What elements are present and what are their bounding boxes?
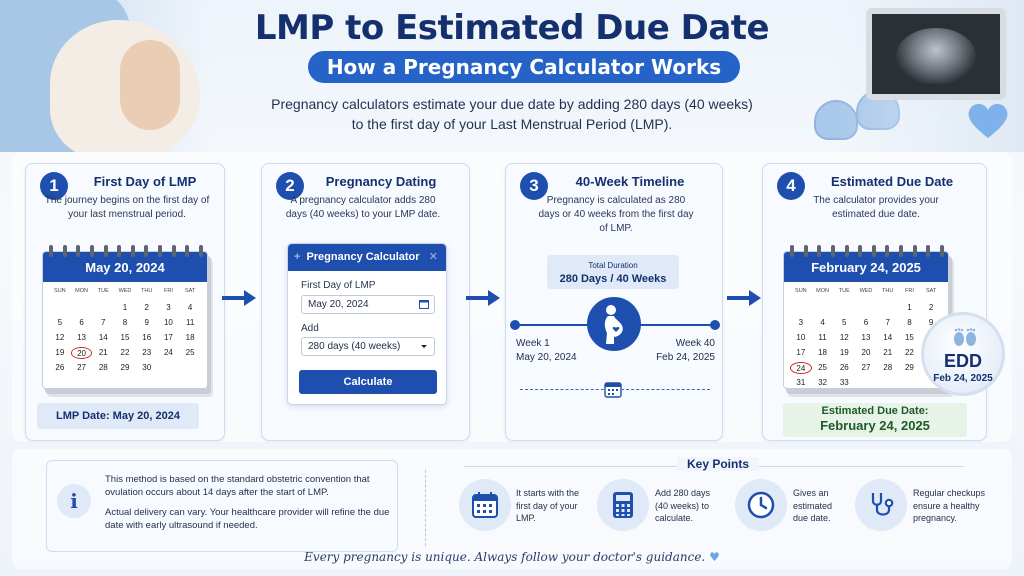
calendar-day: 2 xyxy=(928,303,934,312)
calendar-day: 33 xyxy=(839,378,849,387)
calendar-day: 15 xyxy=(904,333,914,342)
plus-icon: + xyxy=(294,251,301,263)
calendar-day: 22 xyxy=(904,348,914,357)
edd-badge-title: EDD xyxy=(943,351,982,371)
calendar-day: 24 xyxy=(163,348,173,357)
weekday-label: SAT xyxy=(925,288,937,294)
calculator-title-bar xyxy=(288,244,446,271)
calendar-day xyxy=(855,302,877,314)
calendar-day: 21 xyxy=(883,348,893,357)
note-paragraph-1: This method is based on the standard obstetric convention that ovulation occurs about 14 days after the start of LMP. xyxy=(105,474,370,498)
step-number: 2 xyxy=(276,172,304,200)
calculate-button[interactable]: Calculate xyxy=(299,370,437,394)
add-duration-value: 280 days (40 weeks) xyxy=(308,341,401,352)
calendar-day xyxy=(877,302,899,314)
key-point-text: It starts with the first day of your LMP. xyxy=(516,488,580,523)
timeline-end-dot xyxy=(710,320,720,330)
calendar-day: 25 xyxy=(818,363,828,372)
calendar-day: 13 xyxy=(861,333,871,342)
calendar-day: 14 xyxy=(883,333,893,342)
ultrasound-monitor-image xyxy=(834,0,1024,152)
step-description: Pregnancy is calculated as 280 days or 40 weeks from the first day of LMP. xyxy=(538,195,694,234)
chevron-down-icon xyxy=(419,341,429,351)
calendar-day: 3 xyxy=(798,318,804,327)
calendar-day: 16 xyxy=(142,333,152,342)
weekday-label: WED xyxy=(118,288,132,294)
key-points-title-text: Key Points xyxy=(677,457,759,471)
calendar-weekdays xyxy=(49,288,201,294)
intro-line-1: Pregnancy calculators estimate your due date by adding 280 days (40 weeks) xyxy=(271,96,753,112)
weekday-label: THU xyxy=(882,288,894,294)
calendar-day: 8 xyxy=(907,318,912,327)
calendar-day: 8 xyxy=(122,318,128,327)
calendar-day: 15 xyxy=(120,333,130,342)
calendar-day: 7 xyxy=(885,318,890,327)
calendar-rings xyxy=(790,245,944,257)
close-icon[interactable]: ✕ xyxy=(428,251,438,263)
pregnancy-calculator-widget xyxy=(287,243,447,405)
calendar-day: 7 xyxy=(101,318,106,327)
weekday-label: THU xyxy=(141,288,153,294)
calendar-month: May 20, 2024 xyxy=(43,252,207,282)
calendar-day: 26 xyxy=(55,363,65,372)
step-description: A pregnancy calculator adds 280 days (40 weeks) to your LMP date. xyxy=(285,195,441,220)
calendar-day: 18 xyxy=(185,333,195,342)
calendar-day: 11 xyxy=(818,333,827,342)
info-note xyxy=(46,460,398,552)
calendar-day xyxy=(71,302,93,314)
calendar-day: 31 xyxy=(796,378,806,387)
calendar-day xyxy=(833,302,855,314)
calendar-day: 13 xyxy=(77,333,87,342)
calendar-day: 9 xyxy=(928,318,934,327)
lmp-date-field[interactable] xyxy=(301,295,435,314)
calendar-days xyxy=(790,302,942,389)
calendar-day: 29 xyxy=(904,363,914,372)
calendar-day: 27 xyxy=(861,363,871,372)
calendar-icon[interactable] xyxy=(419,299,429,309)
calendar-day: 5 xyxy=(842,318,847,327)
weekday-label: SAT xyxy=(184,288,196,294)
calendar-day: 25 xyxy=(185,348,195,357)
info-icon: i xyxy=(57,484,91,518)
calendar-day xyxy=(790,302,812,314)
calculator-icon xyxy=(597,479,649,531)
weekday-label: MON xyxy=(75,288,88,294)
calendar-day: 20 xyxy=(861,348,871,357)
calendar-day: 17 xyxy=(163,333,173,342)
page-subtitle: How a Pregnancy Calculator Works xyxy=(308,51,740,83)
baby-feet-icon xyxy=(948,327,982,347)
calendar-day: 6 xyxy=(863,318,869,327)
highlighted-day: 24 xyxy=(790,362,812,374)
weekday-label: FRI xyxy=(163,288,173,294)
footer-text: Every pregnancy is unique. Always follow your doctor's guidance. xyxy=(304,550,706,564)
end-week: Week 40 xyxy=(675,338,715,349)
calendar-days xyxy=(49,302,201,374)
calendar-day: 26 xyxy=(839,363,849,372)
start-date: May 20, 2024 xyxy=(516,352,577,363)
calendar-day xyxy=(92,302,114,314)
arrow-right-icon xyxy=(222,289,256,307)
weekday-label: SUN xyxy=(54,288,66,294)
start-week: Week 1 xyxy=(516,338,550,349)
add-duration-select[interactable] xyxy=(301,337,435,356)
step-description: The calculator provides your estimated due date. xyxy=(813,195,939,220)
step-number: 3 xyxy=(520,172,548,200)
duration-value: 280 Days / 40 Weeks xyxy=(559,273,667,285)
calendar-rings xyxy=(49,245,203,257)
calendar-day: 19 xyxy=(55,348,65,357)
calendar-day: 10 xyxy=(163,318,173,327)
weekday-label: TUE xyxy=(838,288,850,294)
calendar-weekdays xyxy=(790,288,942,294)
edd-badge-date: Feb 24, 2025 xyxy=(933,373,993,384)
calendar-day: 14 xyxy=(98,333,108,342)
lmp-field-label: First Day of LMP xyxy=(301,280,376,291)
calendar-day: 5 xyxy=(57,318,63,327)
calendar-day: 1 xyxy=(122,303,128,312)
heart-icon xyxy=(966,100,1010,140)
timeline-start xyxy=(516,337,577,365)
step-number: 1 xyxy=(40,172,68,200)
clock-icon xyxy=(735,479,787,531)
calendar-day: 19 xyxy=(839,348,849,357)
weekday-label: TUE xyxy=(97,288,109,294)
duration-label: Total Duration xyxy=(588,261,638,270)
calendar-day: 27 xyxy=(77,363,87,372)
page-title: LMP to Estimated Due Date xyxy=(254,8,770,48)
calendar-day: 28 xyxy=(883,363,893,372)
arrow-right-icon xyxy=(727,289,761,307)
calendar-day: 12 xyxy=(55,333,65,342)
key-point-text: Gives an estimated due date. xyxy=(793,488,833,523)
calendar-day: 22 xyxy=(120,348,130,357)
step-title: First Day of LMP xyxy=(93,174,197,189)
calendar-day xyxy=(49,302,71,314)
calendar-day: 21 xyxy=(98,348,108,357)
lmp-calendar xyxy=(42,251,208,389)
estimated-due-date-box xyxy=(783,403,967,437)
calendar-day: 30 xyxy=(142,363,152,372)
step-title: Estimated Due Date xyxy=(830,174,954,189)
end-date: Feb 24, 2025 xyxy=(656,352,715,363)
result-label: Estimated Due Date: xyxy=(821,405,929,417)
step-number: 4 xyxy=(777,172,805,200)
stethoscope-icon xyxy=(855,479,907,531)
step-title: 40-Week Timeline xyxy=(575,174,685,189)
calendar-day: 17 xyxy=(796,348,806,357)
key-points-title xyxy=(620,457,816,471)
calendar-day: 9 xyxy=(144,318,149,327)
calendar-day: 4 xyxy=(187,303,193,312)
timeline-end xyxy=(656,337,715,365)
calendar-day xyxy=(812,302,834,314)
lmp-date-label: LMP Date: May 20, 2024 xyxy=(37,403,199,429)
pregnant-woman-photo xyxy=(0,0,210,152)
calendar-day: 2 xyxy=(144,303,149,312)
total-duration-box xyxy=(547,255,679,289)
calendar-month: February 24, 2025 xyxy=(784,252,948,282)
calendar-day: 11 xyxy=(185,318,195,327)
weekday-label: WED xyxy=(859,288,873,294)
weekday-label: MON xyxy=(816,288,829,294)
step-description: The journey begins on the first day of your last menstrual period. xyxy=(44,195,210,220)
calendar-icon xyxy=(604,381,622,398)
calendar-day: 3 xyxy=(166,303,171,312)
calendar-day: 4 xyxy=(820,318,825,327)
calendar-day: 28 xyxy=(98,363,108,372)
lmp-date-value: May 20, 2024 xyxy=(308,299,369,310)
calendar-day: 12 xyxy=(839,333,849,342)
intro-text xyxy=(262,94,762,134)
calendar-day: 6 xyxy=(79,318,84,327)
key-point-text: Regular checkups ensure a healthy pregnancy. xyxy=(913,488,986,523)
highlighted-day: 20 xyxy=(71,347,93,359)
arrow-right-icon xyxy=(466,289,500,307)
key-point-text: Add 280 days (40 weeks) to calculate. xyxy=(655,488,711,523)
weekday-label: SUN xyxy=(795,288,807,294)
add-field-label: Add xyxy=(301,323,319,334)
step-title: Pregnancy Dating xyxy=(325,174,437,189)
edd-badge xyxy=(921,312,1005,396)
result-value: February 24, 2025 xyxy=(820,418,930,433)
calendar-day: 32 xyxy=(818,378,828,387)
calendar-day: 1 xyxy=(907,303,912,312)
calendar-day: 10 xyxy=(796,333,806,342)
pregnant-silhouette-icon xyxy=(587,297,641,351)
calculator-title: Pregnancy Calculator xyxy=(306,251,420,263)
calendar-day: 18 xyxy=(818,348,828,357)
calendar-day: 29 xyxy=(120,363,130,372)
weekday-label: FRI xyxy=(904,288,914,294)
heart-icon: ♥ xyxy=(709,550,720,564)
timeline-start-dot xyxy=(510,320,520,330)
calendar-icon xyxy=(459,479,511,531)
calendar-day: 23 xyxy=(142,348,152,357)
divider xyxy=(425,470,426,546)
footer-note xyxy=(212,550,812,564)
intro-line-2: to the first day of your Last Menstrual Period (LMP). xyxy=(351,116,673,132)
note-paragraph-2: Actual delivery can vary. Your healthcare provider will refine the due date with early ultrasound if needed. xyxy=(105,507,390,531)
